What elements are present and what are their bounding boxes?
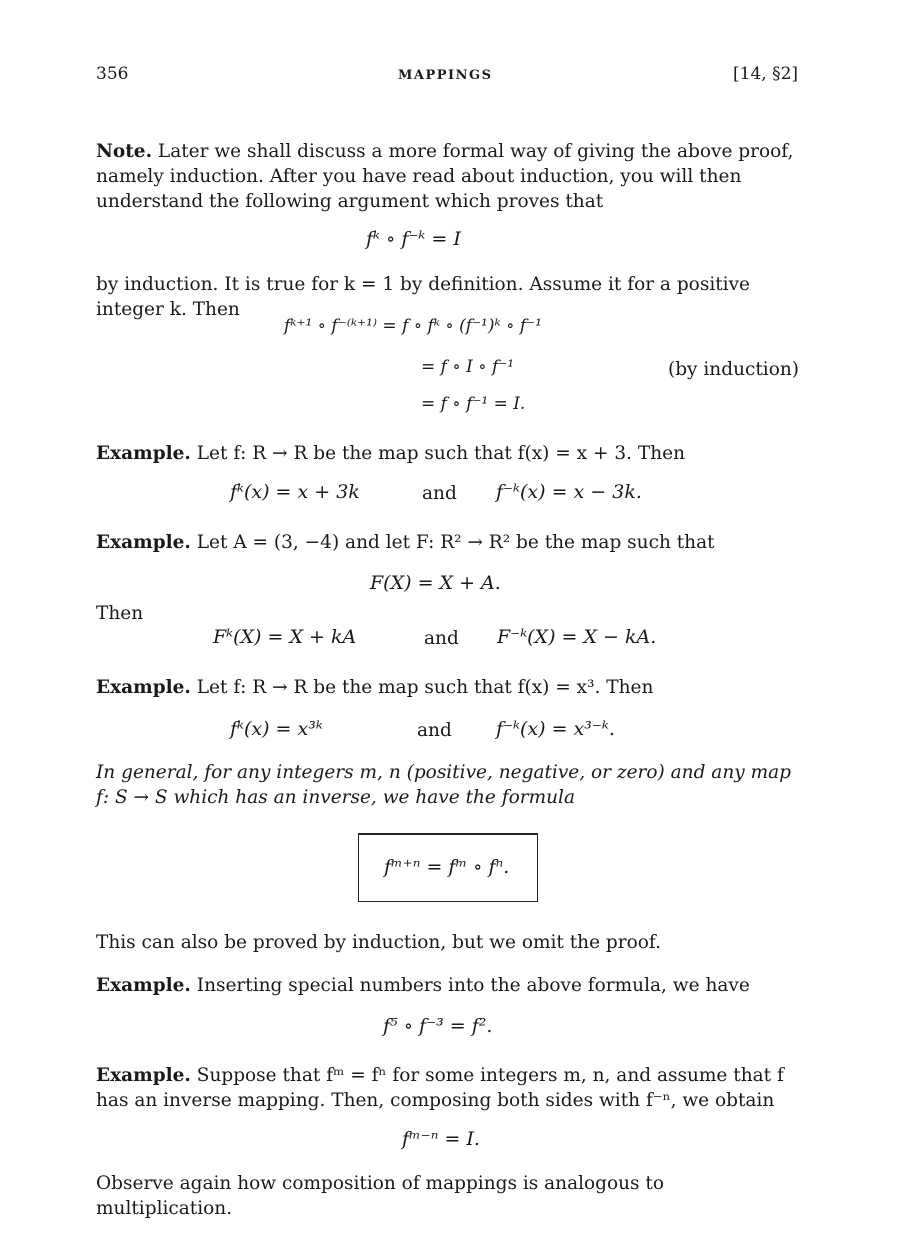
note-formula: fᵏ ∘ f⁻ᵏ = I	[366, 228, 461, 250]
example-2-text: Let A = (3, −4) and let F: R² → R² be the map such that	[196, 532, 715, 553]
page-number: 356	[96, 64, 129, 84]
example-1-label: Example.	[96, 443, 191, 464]
example-3-text: Let f: R → R be the map such that f(x) = x³. Then	[196, 677, 654, 698]
example-4-label: Example.	[96, 975, 191, 996]
example-1-paragraph	[96, 441, 804, 466]
example-5-formula: fᵐ⁻ⁿ = I.	[402, 1128, 480, 1150]
example-3-paragraph	[96, 675, 804, 700]
example-5-label: Example.	[96, 1065, 191, 1086]
example-3-formula-right: f⁻ᵏ(x) = x³⁻ᵏ.	[496, 718, 615, 740]
example-2-formula-left: Fᵏ(X) = X + kA	[213, 626, 357, 648]
example-2-then: Then	[96, 603, 144, 624]
example-4-text: Inserting special numbers into the above formula, we have	[196, 975, 750, 996]
example-2-and: and	[424, 628, 459, 649]
derivation-step-1: fᵏ⁺¹ ∘ f⁻⁽ᵏ⁺¹⁾ = f ∘ fᵏ ∘ (f⁻¹)ᵏ ∘ f⁻¹	[284, 316, 542, 336]
general-statement: In general, for any integers m, n (positive, negative, or zero) and any map f: S → S which has an inverse, we have the formula	[96, 762, 791, 808]
example-1-formula-left: fᵏ(x) = x + 3k	[230, 481, 360, 503]
example-3-and: and	[417, 720, 452, 741]
example-4-paragraph	[96, 973, 804, 998]
example-1-text: Let f: R → R be the map such that f(x) = x + 3. Then	[196, 443, 686, 464]
closing-sentence: Observe again how composition of mappings is analogous to multiplication.	[96, 1173, 665, 1219]
note-continuation: by induction. It is true for k = 1 by definition. Assume it for a positive integer k. Then	[96, 274, 750, 320]
note-label: Note.	[96, 141, 153, 162]
induction-remark: This can also be proved by induction, but we omit the proof.	[96, 932, 661, 953]
example-4-formula: f⁵ ∘ f⁻³ = f².	[383, 1015, 493, 1037]
example-2-formula: F(X) = X + A.	[370, 572, 501, 594]
derivation-step-2: = f ∘ I ∘ f⁻¹	[421, 357, 515, 377]
example-3-formula-left: fᵏ(x) = x³ᵏ	[230, 718, 323, 740]
note-paragraph	[96, 139, 804, 214]
derivation-step-3: = f ∘ f⁻¹ = I.	[421, 394, 526, 414]
example-2-formula-right: F⁻ᵏ(X) = X − kA.	[497, 626, 657, 648]
example-1-and: and	[422, 483, 457, 504]
example-5-text: Suppose that fᵐ = fⁿ for some integers m, n, and assume that f has an inverse mapping. Then, composing both sides with f⁻ⁿ, we obtain	[96, 1065, 784, 1111]
note-text: Later we shall discuss a more formal way of giving the above proof, namely induction. After you have read about induction, you will then understand the following argument which proves that	[96, 141, 794, 212]
running-title: MAPPINGS	[398, 68, 493, 83]
section-reference: [14, §2]	[733, 64, 799, 84]
example-2-label: Example.	[96, 532, 191, 553]
example-3-label: Example.	[96, 677, 191, 698]
derivation-step-2-note: (by induction)	[668, 359, 799, 380]
example-1-formula-right: f⁻ᵏ(x) = x − 3k.	[496, 481, 642, 503]
example-5-paragraph	[96, 1063, 804, 1113]
boxed-formula: fᵐ⁺ⁿ = fᵐ ∘ fⁿ.	[384, 856, 510, 878]
example-2-paragraph	[96, 530, 804, 555]
